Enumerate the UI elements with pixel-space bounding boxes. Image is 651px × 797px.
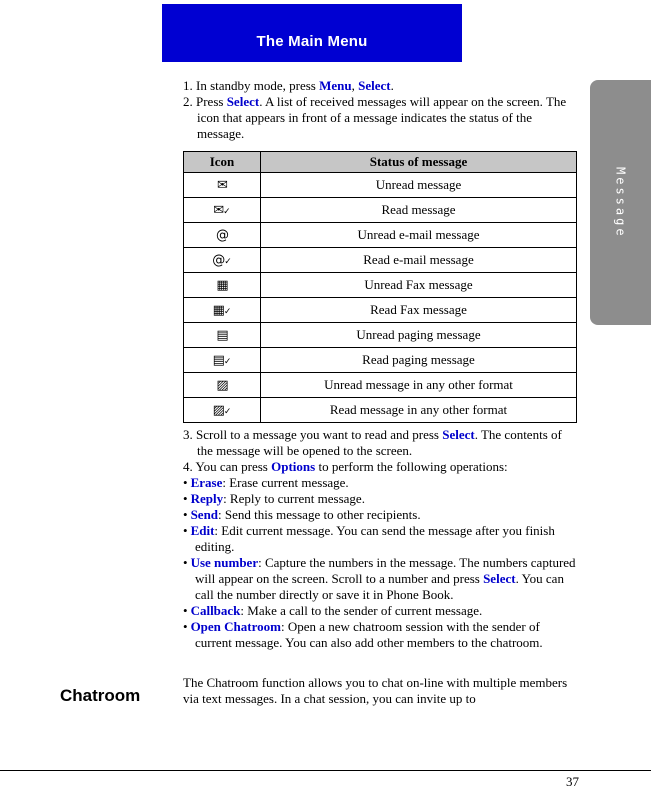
table-row	[184, 223, 577, 248]
unread-fax-icon: ▦	[216, 278, 229, 293]
unread-email-icon: @	[216, 228, 229, 243]
page-number: 37	[566, 774, 579, 789]
step-4: 4. You can press Options to perform the following operations:	[183, 459, 508, 474]
bullet-marker: •	[183, 507, 188, 522]
main-content	[183, 78, 577, 707]
chapter-header	[162, 4, 462, 62]
unread-paging-icon: ▤	[216, 328, 229, 343]
bullet-marker: •	[183, 603, 188, 618]
read-paging-icon: ▤ ✓	[212, 353, 232, 368]
read-email-icon: @ ✓	[212, 253, 232, 268]
status-label: Read message in any other format	[261, 398, 577, 423]
status-label: Unread message	[261, 173, 577, 198]
bullet-marker: •	[183, 491, 188, 506]
message-status-table	[183, 151, 577, 423]
list-item-text: Callback: Make a call to the sender of current message.	[190, 603, 483, 618]
column-header-icon: Icon	[184, 152, 261, 173]
read-other-format-icon: ▨ ✓	[212, 403, 232, 418]
read-fax-icon: ▦ ✓	[212, 303, 232, 318]
table-row	[184, 298, 577, 323]
step-3: 3. Scroll to a message you want to read and press Select. The contents of the message will be opened to the screen.	[183, 427, 562, 458]
bullet-marker: •	[183, 555, 188, 570]
options-list	[183, 475, 577, 651]
list-item-callback	[183, 603, 577, 619]
read-message-icon: ✉ ✓	[213, 203, 231, 218]
column-header-status: Status of message	[261, 152, 577, 173]
chatroom-intro-paragraph: The Chatroom function allows you to chat on-line with multiple members via text messages. In a chat session, you can invite up to	[183, 675, 568, 706]
list-item-text: Edit: Edit current message. You can send the message after you finish editing.	[190, 523, 555, 554]
table-row	[184, 373, 577, 398]
table-row	[184, 273, 577, 298]
footer-rule	[0, 770, 651, 771]
list-item-use-number	[183, 555, 577, 603]
status-label: Read message	[261, 198, 577, 223]
status-label: Read e-mail message	[261, 248, 577, 273]
step-2: 2. Press Select. A list of received messages will appear on the screen. The icon that appears in front of a message indicates the status of the message.	[183, 94, 567, 141]
table-row	[184, 348, 577, 373]
table-row	[184, 198, 577, 223]
status-label: Unread Fax message	[261, 273, 577, 298]
list-item-edit	[183, 523, 577, 555]
message-section-tab	[590, 80, 651, 325]
bullet-marker: •	[183, 619, 188, 634]
list-item-text: Erase: Erase current message.	[190, 475, 349, 490]
list-item-text: Reply: Reply to current message.	[190, 491, 365, 506]
section-heading-chatroom: Chatroom	[60, 686, 141, 705]
list-item-text: Use number: Capture the numbers in the message. The numbers captured will appear on the screen. Scroll to a number and press Select. You can call the number directly or save it in Phone Book.	[190, 555, 576, 602]
list-item-text: Open Chatroom: Open a new chatroom session with the sender of current message. You can also add other members to the chatroom.	[190, 619, 543, 650]
list-item-text: Send: Send this message to other recipients.	[190, 507, 421, 522]
status-label: Unread paging message	[261, 323, 577, 348]
list-item-send	[183, 507, 577, 523]
list-item-open-chatroom	[183, 619, 577, 651]
bullet-marker: •	[183, 523, 188, 538]
unread-message-icon: ✉	[217, 178, 228, 193]
table-header-row	[184, 152, 577, 173]
page-title: The Main Menu	[256, 33, 368, 50]
table-row	[184, 248, 577, 273]
list-item-erase	[183, 475, 577, 491]
table-row	[184, 173, 577, 198]
status-label: Read Fax message	[261, 298, 577, 323]
side-tab-label: Message	[613, 166, 628, 239]
list-item-reply	[183, 491, 577, 507]
step-1: 1. In standby mode, press Menu, Select.	[183, 78, 394, 93]
bullet-marker: •	[183, 475, 188, 490]
table-row	[184, 398, 577, 423]
status-label: Unread e-mail message	[261, 223, 577, 248]
status-label: Read paging message	[261, 348, 577, 373]
table-row	[184, 323, 577, 348]
unread-other-format-icon: ▨	[216, 378, 229, 393]
status-label: Unread message in any other format	[261, 373, 577, 398]
